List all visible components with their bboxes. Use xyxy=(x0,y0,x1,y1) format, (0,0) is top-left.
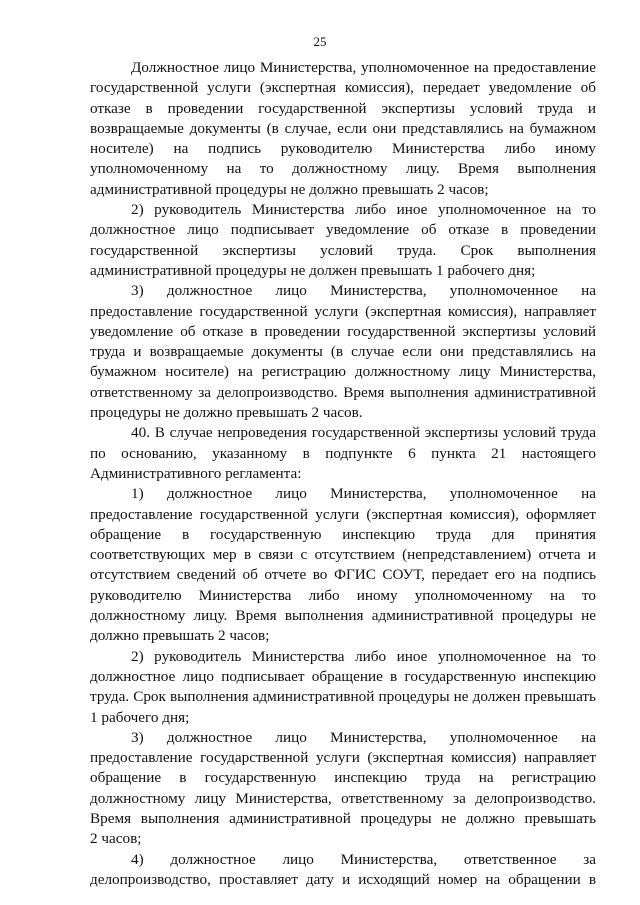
text-line: 2) руководитель Министерства либо иное уполномоченное на то xyxy=(131,647,596,665)
text-line: по основанию, указанному в подпункте 6 пункта 21 настоящего xyxy=(90,444,596,462)
text-line: уполномоченному на то должностному лицу. Время выполнения xyxy=(90,160,596,178)
text-line: 1) должностное лицо Министерства, уполномоченное на xyxy=(131,485,596,503)
text-line: отказе в проведении государственной экспертизы условий труда и xyxy=(90,99,596,117)
text-line: должностному лицу. Время выполнения административной процедуры не xyxy=(90,607,596,625)
text-line: 3) должностное лицо Министерства, уполномоченное на xyxy=(131,282,596,300)
text-line: должностное лицо подписывает обращение в государственную инспекцию xyxy=(90,667,596,685)
text-line: предоставление государственной услуги (экспертная комиссия), направляет xyxy=(90,302,596,320)
text-line: труда. Срок выполнения административной процедуры не должен превышать xyxy=(90,688,596,706)
body-text xyxy=(90,58,596,890)
page-number: 25 xyxy=(313,34,327,49)
text-line: предоставление государственной услуги (экспертная комиссия), оформляет xyxy=(90,505,596,523)
text-line: ответственному за делопроизводство. Время выполнения административной xyxy=(90,383,596,401)
text-line: носителе) на подпись руководителю Министерства либо иному xyxy=(90,140,596,158)
text-line: делопроизводство, проставляет дату и исходящий номер на обращении в xyxy=(90,870,596,888)
text-line: предоставление государственной услуги (экспертная комиссия) направляет xyxy=(90,749,596,767)
text-line: возвращаемые документы (в случае, если они представлялись на бумажном xyxy=(90,119,596,137)
text-line: должностное лицо подписывает уведомление об отказе в проведении xyxy=(90,221,596,239)
text-line: Административного регламента: xyxy=(90,464,302,482)
text-line: соответствующих мер в связи с отсутствием (непредставлением) отчета и xyxy=(90,546,596,564)
text-line: государственной экспертизы условий труда. Срок выполнения xyxy=(90,241,596,259)
text-line: труда и возвращаемые документы (в случае если они представлялись на xyxy=(90,343,596,361)
text-line: руководителю Министерства либо иному уполномоченному на то xyxy=(90,586,596,604)
text-line: должно превышать 2 часов; xyxy=(90,627,270,645)
text-line: 4) должностное лицо Министерства, ответственное за xyxy=(131,850,596,868)
text-line: 2) руководитель Министерства либо иное уполномоченное на то xyxy=(131,201,596,219)
text-line: Должностное лицо Министерства, уполномоченное на предоставление xyxy=(131,59,596,76)
text-line: обращение в государственную инспекцию труда на регистрацию xyxy=(90,769,596,787)
text-line: 3) должностное лицо Министерства, уполномоченное на xyxy=(131,728,596,746)
text-line: бумажном носителе) на регистрацию должностному лицу Министерства, xyxy=(90,363,596,381)
text-line: обращение в государственную инспекцию труда для принятия xyxy=(90,525,596,543)
text-line: административной процедуры не должно превышать 2 часов; xyxy=(90,180,489,198)
text-line: 40. В случае непроведения государственной экспертизы условий труда xyxy=(131,424,596,442)
text-line: государственной услуги (экспертная комиссия), передает уведомление об xyxy=(90,79,596,97)
text-line: отсутствием сведений об отчете во ФГИС СОУТ, передает его на подпись xyxy=(90,566,596,584)
text-line: административной процедуры не должен превышать 1 рабочего дня; xyxy=(90,261,536,279)
text-line: процедуры не должно превышать 2 часов. xyxy=(90,404,363,422)
text-line: должностному лицу Министерства, ответственному за делопроизводство. xyxy=(90,789,596,807)
text-line: уведомление об отказе в проведении государственной экспертизы условий xyxy=(90,322,596,340)
text-line: 1 рабочего дня; xyxy=(90,708,190,726)
text-line: 2 часов; xyxy=(90,830,142,848)
text-line: Время выполнения административной процедуры не должно превышать xyxy=(90,809,596,827)
